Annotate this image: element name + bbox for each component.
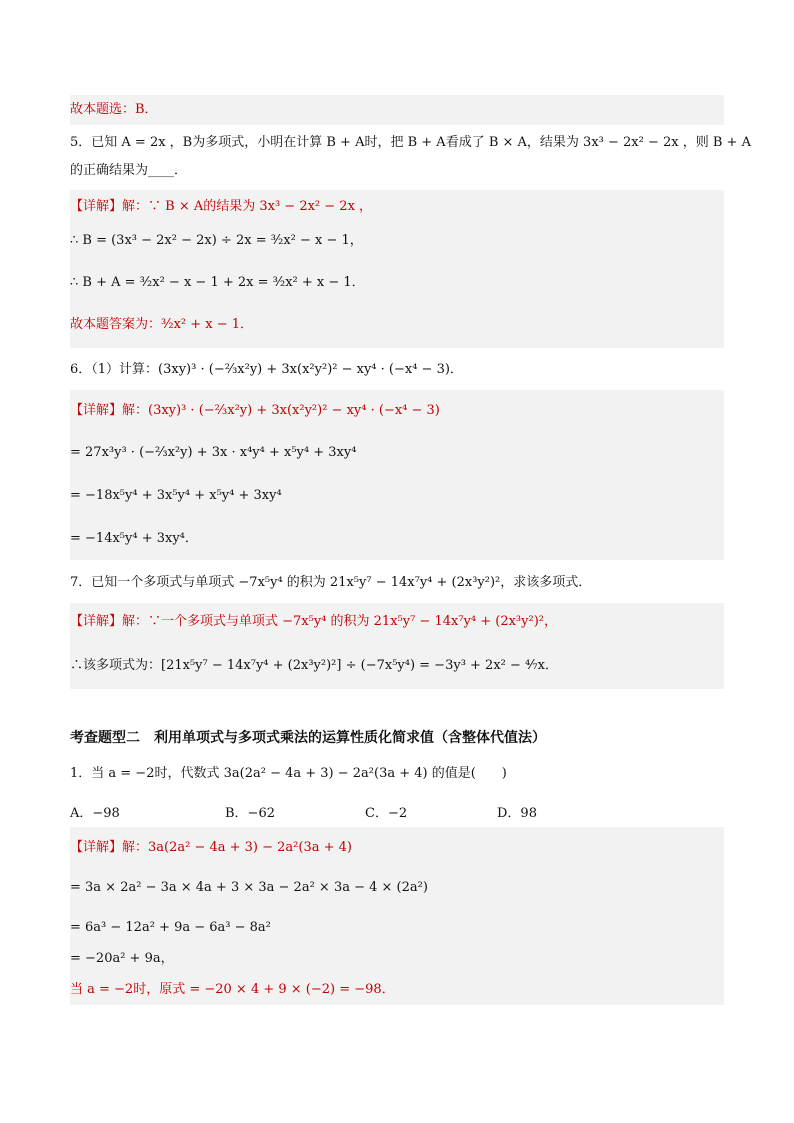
q5-detail-block [70,190,724,348]
q6-detail-line3: = −18x⁵y⁴ + 3x⁵y⁴ + x⁵y⁴ + 3xy⁴ [70,488,282,503]
q5-question-line2: 的正确结果为____． [70,163,188,178]
q6-detail-block [70,390,724,560]
option-c: C．−2 [365,806,408,821]
q5-detail-text1: 【详解】解：∵ B × A的结果为 3x³ − 2x² − 2x ， [70,199,373,214]
q5-detail-line2: ∴ B = (3x³ − 2x² − 2x) ÷ 2x = ³⁄₂x² − x − 1， [70,233,363,248]
s2q1-question: 1．当 a = −2时，代数式 3a(2a² − 4a + 3) − 2a²(3a + 4) 的值是( ) [70,766,507,781]
option-d: D．98 [497,806,537,821]
q6-detail-text1: 【详解】解：(3xy)³ · (−²⁄₃x²y) + 3x(x²y²)² − xy⁴ · (−x⁴ − 3) [70,403,440,418]
q7-detail-block [70,603,724,689]
q6-detail-line2: = 27x³y³ · (−²⁄₃x²y) + 3x · x⁴y⁴ + x⁵y⁴ + 3xy⁴ [70,445,357,460]
q5-question-line1: 5．已知 A = 2x ，B为多项式，小明在计算 B + A时，把 B + A看成了 B × A，结果为 3x³ − 2x² − 2x ，则 B + A [70,135,751,150]
s2q1-detail-line4: = −20a² + 9a， [70,951,174,966]
s2q1-detail-line2: = 3a × 2a² − 3a × 4a + 3 × 3a − 2a² × 3a − 4 × (2a²) [70,880,428,895]
s2q1-detail-line3: = 6a³ − 12a² + 9a − 6a³ − 8a² [70,920,271,935]
s2q1-detail-line1 [70,839,352,857]
q7-question: 7．已知一个多项式与单项式 −7x⁵y⁴ 的积为 21x⁵y⁷ − 14x⁷y⁴ + (2x³y²)²，求该多项式． [70,575,592,590]
q6-question: 6．（1）计算：(3xy)³ · (−²⁄₃x²y) + 3x(x²y²)² − xy⁴ · (−x⁴ − 3)． [70,362,463,377]
q6-detail-line1 [70,402,440,420]
answer-block-prev [70,95,724,125]
s2q1-detail-text1: 【详解】解：3a(2a² − 4a + 3) − 2a²(3a + 4) [70,840,352,855]
q7-detail-text1: 【详解】解：∵一个多项式与单项式 −7x⁵y⁴ 的积为 21x⁵y⁷ − 14x⁷y⁴ + (2x³y²)²， [70,614,557,629]
q5-answer-line: 故本题答案为：³⁄₂x² + x − 1． [70,317,254,332]
option-b: B．−62 [225,806,275,821]
q7-detail-line2: ∴该多项式为：[21x⁵y⁷ − 14x⁷y⁴ + (2x³y²)²] ÷ (−7x⁵y⁴) = −3y³ + 2x² − ⁴⁄₇x． [70,658,558,673]
section-heading: 考查题型二 利用单项式与多项式乘法的运算性质化简求值（含整体代值法） [70,730,546,746]
q7-detail-line1 [70,613,557,631]
option-a: A．−98 [70,806,120,821]
prev-answer-line: 故本题选：B． [70,102,158,117]
s2q1-detail-line5: 当 a = −2时，原式 = −20 × 4 + 9 × (−2) = −98． [70,982,395,997]
q6-detail-line4: = −14x⁵y⁴ + 3xy⁴． [70,531,198,546]
s2q1-detail-block [70,827,724,1005]
q5-detail-line1 [70,198,372,216]
q5-detail-line3: ∴ B + A = ³⁄₂x² − x − 1 + 2x = ³⁄₂x² + x − 1． [70,275,365,290]
